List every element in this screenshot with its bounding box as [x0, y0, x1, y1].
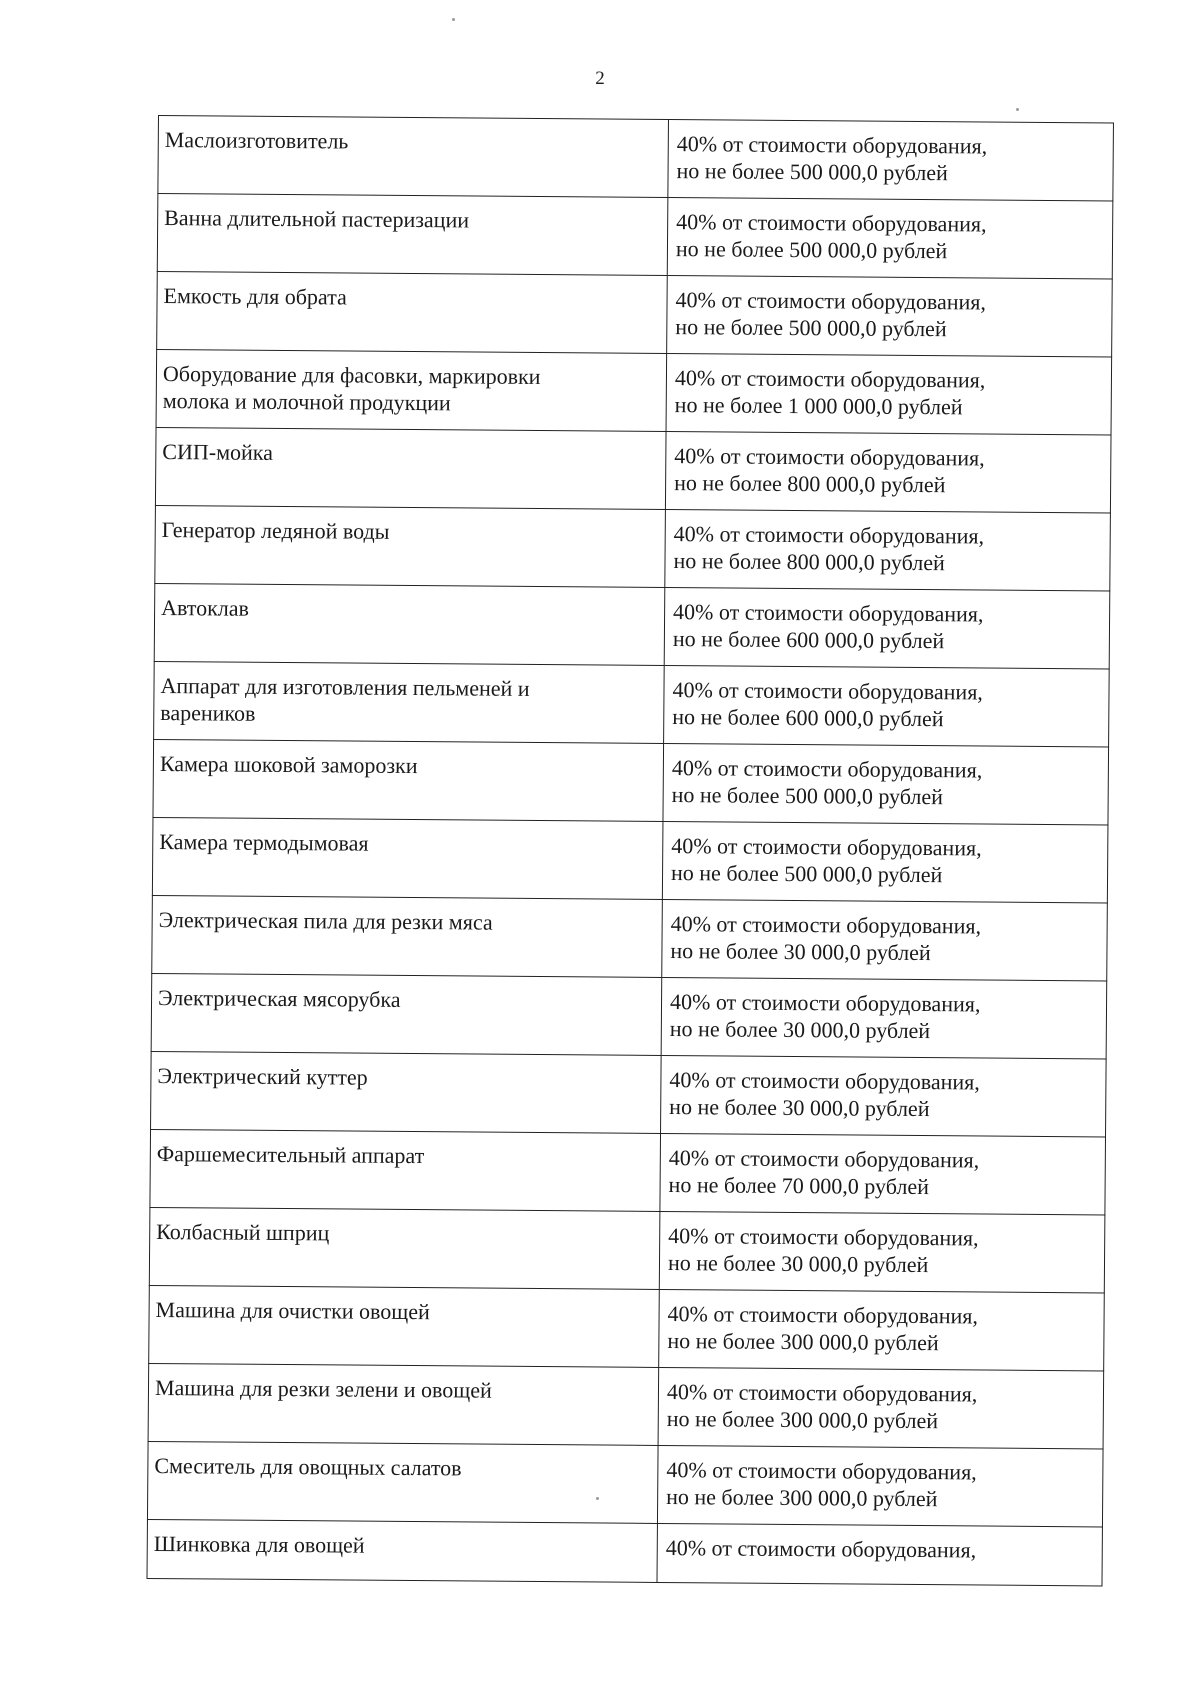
subsidy-terms-line: 40% от стоимости оборудования, — [667, 1301, 979, 1329]
subsidy-terms-line: но не более 500 000,0 рублей — [675, 314, 947, 342]
subsidy-terms-cell — [657, 1445, 1103, 1526]
subsidy-terms-line: но не более 1 000 000,0 рублей — [674, 392, 963, 420]
table-body — [147, 116, 1113, 1586]
table-row — [158, 116, 1114, 201]
table-row — [149, 1207, 1105, 1292]
subsidy-terms-line: 40% от стоимости оборудования, — [668, 1223, 979, 1251]
equipment-name-cell — [147, 1441, 658, 1523]
equipment-name-cell — [153, 739, 664, 821]
table-row — [148, 1363, 1104, 1448]
table-row — [153, 739, 1109, 824]
subsidy-terms-cell — [665, 431, 1111, 512]
equipment-name-cell — [152, 895, 663, 977]
subsidy-terms-line: но не более 600 000,0 рублей — [672, 626, 945, 654]
equipment-name-line: Машина для очистки овощей — [155, 1297, 430, 1325]
subsidy-terms-line: но не более 600 000,0 рублей — [672, 704, 944, 732]
equipment-name-cell — [149, 1207, 660, 1289]
subsidy-terms-cell — [662, 821, 1108, 902]
subsidy-terms-cell — [657, 1523, 1102, 1585]
subsidy-terms-line: 40% от стоимости оборудования, — [676, 131, 988, 159]
subsidy-terms-line: 40% от стоимости оборудования, — [666, 1457, 977, 1485]
subsidy-terms-line: 40% от стоимости оборудования, — [675, 287, 987, 315]
subsidy-terms-line: но не более 800 000,0 рублей — [673, 548, 945, 576]
subsidy-terms-line: 40% от стоимости оборудования, — [671, 833, 982, 861]
subsidy-terms-line: 40% от стоимости оборудования, — [673, 599, 984, 627]
equipment-name-cell — [154, 583, 665, 665]
table-row — [149, 1285, 1105, 1370]
equipment-name-line: СИП-мойка — [162, 439, 274, 465]
subsidy-terms-line: но не более 500 000,0 рублей — [670, 860, 943, 888]
scan-speck — [596, 1497, 599, 1500]
table-row — [151, 1051, 1107, 1136]
subsidy-terms-line: но не более 70 000,0 рублей — [668, 1172, 930, 1200]
subsidy-terms-cell — [667, 276, 1113, 357]
equipment-name-line: Электрическая пила для резки мяса — [158, 907, 493, 935]
subsidy-terms-cell — [666, 354, 1112, 435]
equipment-name-cell — [150, 1129, 661, 1211]
equipment-name-line: Маслоизготовитель — [164, 127, 349, 154]
equipment-name-cell — [158, 116, 669, 198]
table-row — [157, 271, 1113, 356]
equipment-name-line: Аппарат для изготовления пельменей и — [160, 673, 530, 701]
equipment-name-line: Машина для резки зелени и овощей — [154, 1375, 492, 1403]
equipment-name-line: молока и молочной продукции — [162, 388, 451, 416]
subsidy-terms-cell — [665, 509, 1111, 590]
equipment-name-line: Ванна длительной пастеризации — [164, 205, 470, 233]
equipment-name-line: Камера термодымовая — [159, 829, 369, 856]
subsidy-terms-line: 40% от стоимости оборудования, — [676, 209, 987, 237]
table-row — [147, 1519, 1102, 1585]
table-row — [155, 427, 1111, 512]
equipment-name-cell — [149, 1285, 660, 1367]
subsidy-terms-cell — [662, 899, 1108, 980]
subsidy-terms-line: но не более 500 000,0 рублей — [675, 236, 948, 264]
subsidy-terms-line: 40% от стоимости оборудования, — [669, 989, 981, 1017]
table-row — [151, 973, 1107, 1058]
equipment-name-cell — [157, 271, 668, 353]
subsidy-terms-cell — [659, 1289, 1105, 1370]
table-row — [155, 505, 1111, 590]
subsidy-terms-cell — [659, 1211, 1105, 1292]
equipment-name-cell — [154, 661, 665, 743]
equipment-name-line: Автоклав — [161, 595, 250, 621]
subsidy-terms-line: 40% от стоимости оборудования, — [668, 1145, 980, 1173]
equipment-name-cell — [152, 817, 663, 899]
equipment-name-line: Емкость для обрата — [163, 283, 347, 310]
subsidy-terms-line: 40% от стоимости оборудования, — [665, 1535, 977, 1563]
table-row — [152, 895, 1108, 980]
equipment-subsidy-table — [147, 115, 1114, 1586]
subsidy-terms-line: 40% от стоимости оборудования, — [672, 677, 983, 705]
subsidy-terms-line: но не более 30 000,0 рублей — [667, 1250, 929, 1278]
subsidy-terms-line: но не более 300 000,0 рублей — [667, 1328, 939, 1356]
equipment-name-line: Смеситель для овощных салатов — [154, 1453, 462, 1481]
subsidy-terms-line: 40% от стоимости оборудования, — [674, 365, 986, 393]
equipment-name-cell — [151, 973, 662, 1055]
equipment-name-cell — [157, 194, 668, 276]
equipment-name-line: Электрическая мясорубка — [157, 985, 401, 1012]
subsidy-terms-line: но не более 500 000,0 рублей — [676, 158, 948, 186]
subsidy-terms-cell — [663, 743, 1109, 824]
table-row — [147, 1441, 1103, 1526]
subsidy-terms-cell — [667, 198, 1113, 279]
scan-speck — [452, 18, 455, 21]
subsidy-terms-cell — [668, 120, 1114, 201]
subsidy-terms-line: но не более 30 000,0 рублей — [669, 1094, 930, 1122]
subsidy-terms-line: но не более 300 000,0 рублей — [666, 1406, 939, 1434]
table-row — [154, 583, 1110, 668]
equipment-name-cell — [147, 1519, 657, 1582]
equipment-name-line: Шинковка для овощей — [153, 1531, 365, 1558]
equipment-name-line: Фаршемесительный аппарат — [156, 1141, 425, 1169]
subsidy-terms-line: но не более 300 000,0 рублей — [666, 1484, 938, 1512]
subsidy-terms-cell — [661, 1055, 1107, 1136]
subsidy-terms-line: но не более 30 000,0 рублей — [669, 1016, 931, 1044]
subsidy-terms-cell — [658, 1367, 1104, 1448]
scan-speck — [1016, 108, 1019, 111]
equipment-name-cell — [151, 1051, 662, 1133]
page-number: 2 — [595, 68, 605, 89]
subsidy-terms-line: но не более 30 000,0 рублей — [670, 938, 931, 966]
table-row — [157, 194, 1113, 279]
subsidy-terms-line: 40% от стоимости оборудования, — [670, 911, 982, 939]
subsidy-terms-line: 40% от стоимости оборудования, — [669, 1067, 980, 1095]
subsidy-terms-line: 40% от стоимости оборудования, — [674, 443, 985, 471]
subsidy-terms-line: но не более 500 000,0 рублей — [671, 782, 944, 810]
table-row — [154, 661, 1110, 746]
equipment-name-line: Генератор ледяной воды — [161, 517, 390, 544]
equipment-name-line: Оборудование для фасовки, маркировки — [162, 361, 541, 390]
equipment-name-line: Колбасный шприц — [156, 1219, 330, 1246]
subsidy-terms-cell — [664, 587, 1110, 668]
equipment-name-cell — [156, 349, 667, 431]
subsidy-terms-line: но не более 800 000,0 рублей — [674, 470, 946, 498]
equipment-name-cell — [155, 505, 666, 587]
equipment-name-cell — [155, 427, 666, 509]
table-row — [156, 349, 1112, 434]
equipment-name-line: Электрический куттер — [157, 1063, 368, 1090]
subsidy-terms-line: 40% от стоимости оборудования, — [671, 755, 983, 783]
subsidy-terms-cell — [664, 665, 1110, 746]
equipment-name-line: вареников — [160, 700, 256, 726]
subsidy-terms-line: 40% от стоимости оборудования, — [666, 1379, 978, 1407]
equipment-name-cell — [148, 1363, 659, 1445]
subsidy-terms-cell — [660, 1133, 1106, 1214]
table-row — [152, 817, 1108, 902]
subsidy-terms-line: 40% от стоимости оборудования, — [673, 521, 985, 549]
subsidy-terms-cell — [661, 977, 1107, 1058]
table-row — [150, 1129, 1106, 1214]
equipment-name-line: Камера шоковой заморозки — [159, 751, 418, 779]
